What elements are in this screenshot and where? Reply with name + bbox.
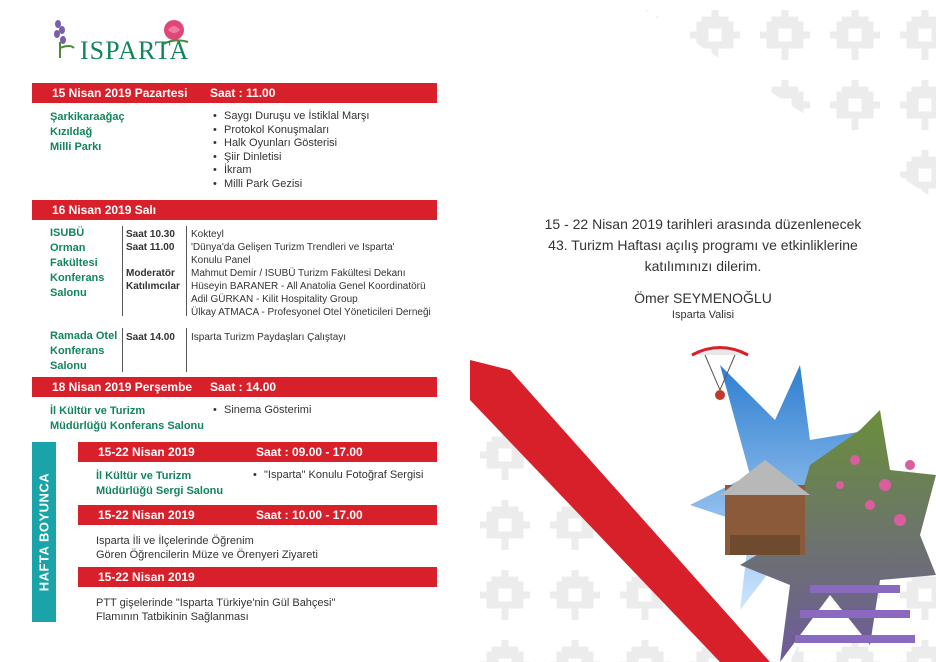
day2-header (32, 200, 437, 220)
day3-header (32, 377, 437, 397)
day2-line3: Isparta Turizm Paydaşları Çalıştayı (191, 332, 347, 343)
divider (122, 328, 123, 372)
logo-text: ISPARTA (80, 36, 190, 65)
day1-items (212, 110, 370, 191)
week-e2-header (78, 505, 437, 525)
day3-time: Saat : 14.00 (210, 380, 277, 394)
week-e3-text: PTT gişelerinde "Isparta Türkiye'nin Gül Bahçesi" Flamının Tatbikinin Sağlanması (96, 597, 336, 623)
signatory-title: Isparta Valisi (671, 309, 735, 321)
day1-venue: Şarkikaraağaç Kızıldağ Milli Parkı (50, 111, 125, 153)
week-e3-date: 15-22 Nisan 2019 (98, 570, 195, 584)
day3-date: 18 Nisan 2019 Perşembe (52, 380, 193, 394)
week-e1-date: 15-22 Nisan 2019 (98, 445, 195, 459)
day3-items (212, 404, 311, 418)
week-e1-venue: İl Kültür ve Turizm Müdürlüğü Sergi Salonu (96, 470, 224, 497)
week-e3-header (78, 567, 437, 587)
list-item: • Şiir Dinletisi (224, 151, 370, 165)
day3-venue: İl Kültür ve Turizm Müdürlüğü Konferans Salonu (50, 405, 204, 432)
day2-venue: ISUBÜ Orman Fakültesi Konferans Salonu (50, 227, 105, 299)
day1-header (32, 83, 437, 103)
day1-time: Saat : 11.00 (210, 86, 276, 100)
list-item: • "Isparta" Konulu Fotoğraf Sergisi (264, 469, 423, 483)
week-e2-text: Isparta İli ve İlçelerinde Öğrenim Gören Öğrencilerin Müze ve Örenyeri Ziyareti (96, 535, 318, 561)
week-e1-header (78, 442, 437, 462)
day2-program: Kokteyl 'Dünya'da Gelişen Turizm Trendleri ve Isparta' Konulu Panel Mahmut Demir / ISUBÜ Turizm Fakültesi Dekanı Hüseyin BARANER - All Anatolia Genel Koordinatörü Adil GÜRKAN - Kilit Hospitality Group Ülkay ATMACA - Profesyonel Otel Yöneticileri Derneği (191, 229, 431, 318)
week-e1-time: Saat : 09.00 - 17.00 (256, 445, 363, 459)
day2-venue2: Ramada Otel Konferans Salonu (50, 330, 118, 372)
divider (186, 226, 187, 316)
day2-time3: Saat 14.00 (126, 332, 175, 343)
week-e2-date: 15-22 Nisan 2019 (98, 508, 195, 522)
list-item: • Halk Oyunları Gösterisi (224, 137, 370, 151)
star-photo-collage (680, 345, 936, 662)
week-e1-items (252, 469, 423, 483)
week-e2-time: Saat : 10.00 - 17.00 (256, 508, 363, 522)
divider (186, 328, 187, 372)
day2-times: Saat 10.30 Saat 11.00 Moderatör Katılımcılar (126, 229, 180, 292)
list-item: • Protokol Konuşmaları (224, 124, 370, 138)
lavender-icon (50, 18, 76, 58)
list-item: • Sinema Gösterimi (224, 404, 311, 418)
list-item: • Saygı Duruşu ve İstiklal Marşı (224, 110, 370, 124)
divider (122, 226, 123, 316)
day2-date: 16 Nisan 2019 Salı (52, 203, 157, 217)
list-item: • Milli Park Gezisi (224, 178, 370, 192)
day1-date: 15 Nisan 2019 Pazartesi (52, 86, 188, 100)
invite-text: 15 - 22 Nisan 2019 tarihleri arasında düzenlenecek 43. Turizm Haftası açılış programı ve etkinliklerine katılımınızı dilerim. (544, 216, 862, 274)
week-side-label: HAFTA BOYUNCA (32, 442, 56, 622)
signatory-name: Ömer SEYMENOĞLU (634, 290, 772, 306)
list-item: • İkram (224, 164, 370, 178)
